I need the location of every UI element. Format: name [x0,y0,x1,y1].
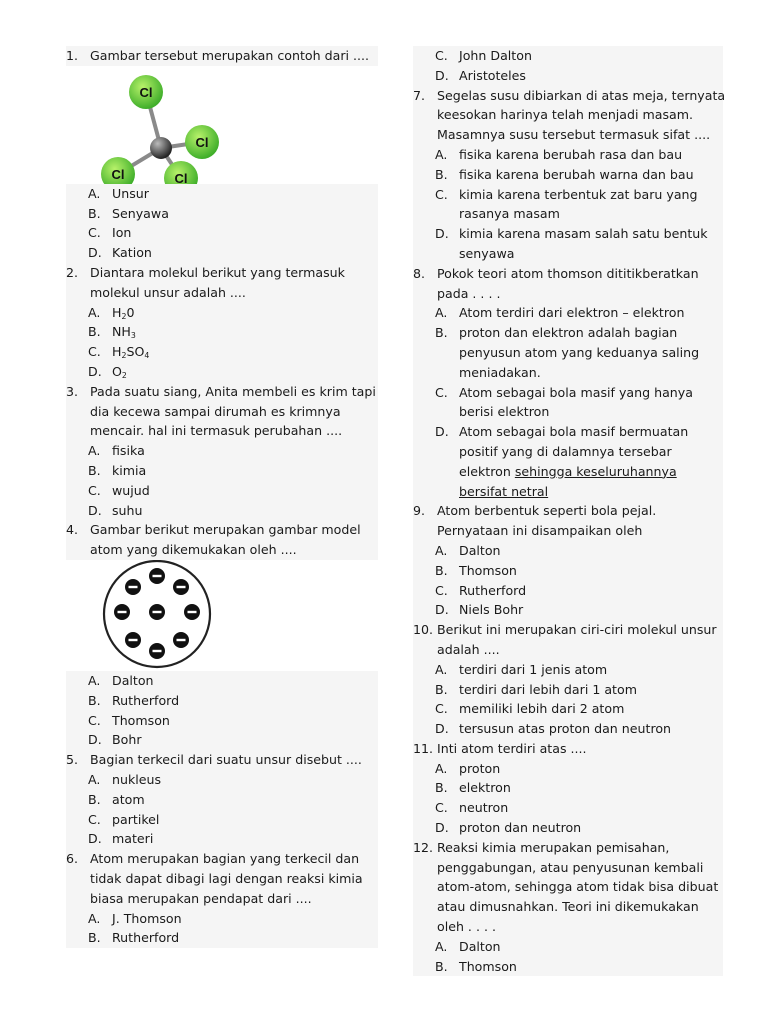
option-text: Rutherford [112,930,180,946]
option-b [413,778,723,798]
option-text: proton [459,760,501,776]
option-text: Dalton [459,938,501,954]
option-d [66,730,378,750]
option-b [66,790,378,810]
option-letter: B. [88,205,101,221]
question-text: Berikut ini merupakan ciri-ciri molekul unsur [437,622,717,638]
option-text: Thomson [459,562,517,578]
option-text-continued [413,482,723,502]
option-letter: A. [88,672,101,688]
option-text: fisika karena berubah warna dan bau [459,166,694,182]
formula-subscript: 2 [121,370,127,380]
option-b [413,323,723,343]
question-text-continued: pada . . . . [413,284,723,304]
ccl4-molecule-figure [66,66,378,184]
option-letter: A. [88,185,101,201]
formula-subscript: 2 [121,351,127,361]
option-a [66,441,378,461]
option-text: fisika karena berubah rasa dan bau [459,146,683,162]
formula-subscript: 3 [130,331,136,341]
option-text: John Dalton [459,48,532,63]
question-text-continued: molekul unsur adalah .... [66,283,378,303]
option-a [66,671,378,691]
option-d [413,600,723,620]
question-5 [66,750,378,770]
question-text-continued: keesokan harinya telah menjadi masam. [413,105,723,125]
option-letter: C. [88,712,101,728]
option-letter: A. [88,304,101,320]
option-b [66,322,378,342]
question-number: 10. [413,622,434,638]
question-number: 1. [66,48,79,63]
option-text: elektron [459,780,511,796]
formula-text: 0 [126,304,135,320]
question-10 [413,620,723,640]
question-text: Gambar berikut merupakan gambar model [90,522,361,538]
option-letter: A. [435,305,448,321]
option-text: partikel [112,811,160,827]
option-d [413,224,723,244]
question-number: 9. [413,503,426,519]
question-text: Segelas susu dibiarkan di atas meja, ternyata [437,87,726,103]
option-text: wujud [112,482,150,498]
option-c [413,699,723,719]
option-d [413,422,723,442]
atom-label: Cl [195,134,209,150]
option-d [66,243,378,263]
option-text: materi [112,831,154,847]
option-letter: A. [435,146,448,162]
option-letter: D. [435,67,449,83]
option-c [413,581,723,601]
option-text: Bohr [112,732,142,748]
option-letter: C. [88,811,101,827]
option-text-continued: senyawa [413,244,723,264]
option-d [413,66,723,86]
option-letter: D. [88,363,102,379]
option-letter: A. [88,771,101,787]
option-d [66,362,378,382]
question-text-continued: adalah .... [413,640,723,660]
option-a [66,303,378,323]
option-c [66,223,378,243]
option-c [66,481,378,501]
option-letter: B. [88,930,101,946]
option-a [66,184,378,204]
question-text-continued: atom yang dikemukakan oleh .... [66,540,378,560]
option-letter: D. [435,602,449,618]
option-text-continued: meniadakan. [413,363,723,383]
option-text: Rutherford [112,692,180,708]
option-a [413,303,723,323]
option-text-continued [413,462,723,482]
option-text: terdiri dari lebih dari 1 atom [459,681,637,697]
question-text: Bagian terkecil dari suatu unsur disebut .... [90,752,362,768]
question-text-continued: mencair. hal ini termasuk perubahan .... [66,421,378,441]
question-number: 5. [66,752,79,768]
atom-label: Cl [174,170,188,184]
question-3 [66,382,378,402]
question-text-continued: atau dimusnahkan. Teori ini dikemukakan [413,897,723,917]
underlined-text: bersifat netral [459,483,549,499]
question-text: Atom merupakan bagian yang terkecil dan [90,851,360,867]
plum-pudding-model-image [66,560,226,671]
option-c [413,185,723,205]
question-1 [66,46,378,66]
question-number: 12. [413,839,434,855]
option-text: elektron [459,463,515,479]
carbon-atom [150,137,172,159]
question-text-continued: dia kecewa sampai dirumah es krimnya [66,402,378,422]
option-letter: D. [88,732,102,748]
option-letter: B. [435,562,448,578]
option-b [66,461,378,481]
option-a [413,937,723,957]
option-text: atom [112,791,145,807]
question-text: Gambar tersebut merupakan contoh dari .... [90,48,370,63]
question-text: Pada suatu siang, Anita membeli es krim tapi [90,383,376,399]
question-2 [66,263,378,283]
option-text-continued: rasanya masam [413,204,723,224]
underlined-text: sehingga keseluruhannya [514,463,677,479]
option-d [66,829,378,849]
question-text-continued: atom-atom, sehingga atom tidak bisa dibuat [413,877,723,897]
option-a [413,759,723,779]
option-text: Thomson [459,958,517,974]
question-text-continued: biasa merupakan pendapat dari .... [66,889,378,909]
option-c [413,46,723,66]
option-text: Niels Bohr [459,602,524,618]
option-letter: C. [88,344,101,360]
question-text-continued: tidak dapat dibagi lagi dengan reaksi kimia [66,869,378,889]
option-c [413,798,723,818]
option-a [66,770,378,790]
question-number: 3. [66,383,79,399]
question-number: 6. [66,851,79,867]
option-letter: A. [435,760,448,776]
option-text: nukleus [112,771,162,787]
option-text: Thomson [112,712,170,728]
question-text-continued: penggabungan, atau penyusunan kembali [413,858,723,878]
formula-text: SO [126,344,145,360]
option-letter: D. [435,424,449,440]
option-b [413,561,723,581]
option-text: J. Thomson [112,910,182,926]
option-c [66,810,378,830]
question-6 [66,849,378,869]
option-letter: C. [435,48,448,63]
option-text: Aristoteles [459,67,526,83]
option-letter: C. [88,482,101,498]
option-text: suhu [112,502,143,518]
option-letter: B. [435,681,448,697]
question-text: Pokok teori atom thomson dititikberatkan [437,265,699,281]
atom-label: Cl [139,84,153,100]
ccl4-molecule-image [66,66,226,184]
question-text: Atom berbentuk seperti bola pejal. [437,503,657,519]
option-text: proton dan elektron adalah bagian [459,325,678,341]
option-c [66,711,378,731]
option-letter: A. [88,443,101,459]
option-text-continued: berisi elektron [413,402,723,422]
option-letter: D. [435,721,449,737]
formula-subscript: 4 [144,351,150,361]
option-letter: A. [435,542,448,558]
option-letter: C. [435,186,448,202]
option-b [66,691,378,711]
option-text: tersusun atas proton dan neutron [459,721,672,737]
question-text: Reaksi kimia merupakan pemisahan, [437,839,670,855]
option-letter: B. [435,780,448,796]
option-letter: D. [88,831,102,847]
question-7 [413,86,726,106]
option-b [413,165,723,185]
option-text: Rutherford [459,582,527,598]
option-a [66,909,378,929]
option-text: Kation [112,245,152,261]
option-letter: B. [435,958,448,974]
question-text: Diantara molekul berikut yang termasuk [90,264,345,280]
option-c [413,383,723,403]
option-letter: D. [435,226,449,242]
option-letter: A. [88,910,101,926]
option-text: terdiri dari 1 jenis atom [459,661,608,677]
option-b [413,957,723,977]
option-text: memiliki lebih dari 2 atom [459,701,625,717]
option-text: Ion [112,225,132,241]
option-text: fisika [112,443,145,459]
option-a [413,541,723,561]
option-text: Dalton [112,672,154,688]
option-text: Atom sebagai bola masif yang hanya [459,384,693,400]
question-4 [66,520,378,540]
question-text-continued: oleh . . . . [413,917,723,937]
question-text: Inti atom terdiri atas .... [437,740,587,756]
left-column [66,46,378,948]
question-number: 4. [66,522,79,538]
option-letter: B. [88,692,101,708]
option-b [66,204,378,224]
question-number: 8. [413,265,426,281]
option-letter: C. [435,701,448,717]
option-d [413,719,723,739]
option-text: Unsur [112,185,149,201]
option-letter: C. [435,800,448,816]
option-letter: A. [435,938,448,954]
question-8 [413,264,723,284]
option-d [413,818,723,838]
option-text: kimia karena masam salah satu bentuk [459,226,708,242]
option-text: Dalton [459,542,501,558]
question-number: 11. [413,740,434,756]
option-letter: B. [88,324,101,340]
formula-text: H [112,344,122,360]
option-text: kimia karena terbentuk zat baru yang [459,186,698,202]
formula-text: H [112,304,122,320]
formula-text: NH [112,324,131,340]
option-letter: C. [435,582,448,598]
formula-text: O [112,363,122,379]
question-text-continued: Pernyataan ini disampaikan oleh [413,521,723,541]
option-letter: B. [435,166,448,182]
question-11 [413,739,723,759]
option-letter: B. [88,462,101,478]
option-text: Atom sebagai bola masif bermuatan [459,424,689,440]
option-letter: D. [435,820,449,836]
option-letter: C. [435,384,448,400]
option-b [66,928,378,948]
option-b [413,680,723,700]
option-a [413,145,723,165]
option-text-continued: positif yang di dalamnya tersebar [413,442,723,462]
question-number: 7. [413,87,426,103]
option-text: neutron [459,800,509,816]
option-letter: D. [88,245,102,261]
option-a [413,660,723,680]
option-letter: D. [88,502,102,518]
option-letter: A. [435,661,448,677]
right-column [413,46,726,976]
option-letter: C. [88,225,101,241]
question-text-continued: Masamnya susu tersebut termasuk sifat .... [413,125,723,145]
option-d [66,501,378,521]
question-12 [413,838,723,858]
option-text: proton dan neutron [459,820,582,836]
atom-label: Cl [111,166,125,182]
option-letter: B. [88,791,101,807]
question-number: 2. [66,264,79,280]
formula-subscript: 2 [121,311,127,321]
option-text: Senyawa [112,205,169,221]
question-9 [413,501,723,521]
option-text-continued: penyusun atom yang keduanya saling [413,343,723,363]
thomson-atom-figure [66,560,378,671]
option-text: kimia [112,462,147,478]
option-letter: B. [435,325,448,341]
option-c [66,342,378,362]
option-text: Atom terdiri dari elektron – elektron [459,305,685,321]
